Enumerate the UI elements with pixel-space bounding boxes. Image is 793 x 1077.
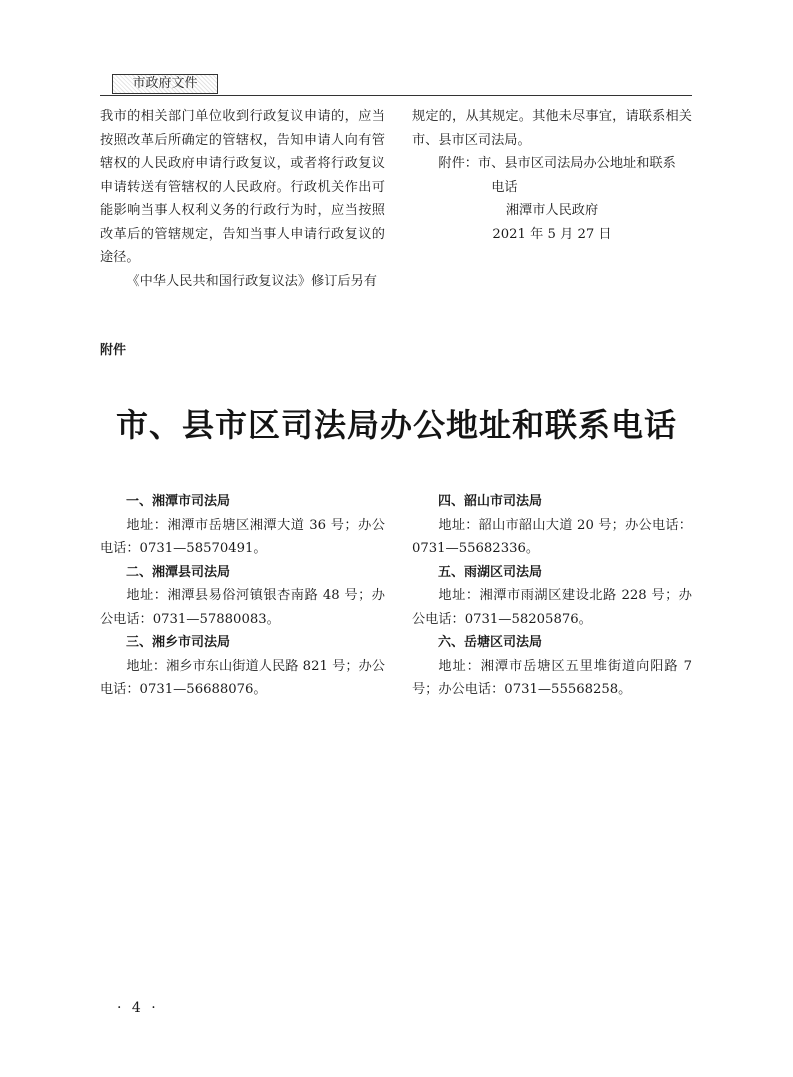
page-number: · 4 · (117, 1000, 159, 1016)
left-column-text (100, 105, 385, 293)
section-header-tag: 市政府文件 (112, 74, 218, 94)
paragraph-law-revision: 《中华人民共和国行政复议法》修订后另有 (126, 273, 377, 289)
office-name-xiangtan-city: 一、湘潭市司法局 (126, 494, 231, 509)
office-address-yuetang: 地址：湘潭市岳塘区五里堆街道向阳路 7 号；办公电话：0731—55568258。 (412, 658, 692, 697)
office-address-xiangxiang: 地址：湘乡市东山街道人民路 821 号；办公电话：0731—56688076。 (100, 658, 385, 697)
office-address-yuhu: 地址：湘潭市雨湖区建设北路 228 号；办公电话：0731—58205876。 (412, 588, 692, 627)
header-divider (100, 95, 692, 96)
signature-org: 湘潭市人民政府 (505, 203, 599, 218)
office-name-yuhu: 五、雨湖区司法局 (438, 564, 543, 580)
office-name-shaoshan: 四、韶山市司法局 (438, 494, 543, 509)
office-address-xiangtan-county: 地址：湘潭县易俗河镇银杏南路 48 号；办公电话：0731—57880083。 (100, 588, 385, 627)
offices-left-column (100, 490, 385, 702)
attachment-label: 附件 (100, 343, 127, 358)
office-name-xiangtan-county: 二、湘潭县司法局 (126, 564, 231, 580)
signature-date: 2021 年 5 月 27 日 (492, 226, 612, 242)
paragraph-other-matters: 规定的，从其规定。其他未尽事宜，请联系相关市、县市区司法局。 (412, 109, 692, 148)
office-address-shaoshan: 地址：韶山市韶山大道 20 号；办公电话：0731—55682336。 (412, 517, 692, 556)
attachment-title: 市、县市区司法局办公地址和联系电话 (115, 406, 677, 444)
office-name-yuetang: 六、岳塘区司法局 (438, 635, 543, 650)
paragraph-jurisdiction: 我市的相关部门单位收到行政复议申请的，应当按照改革后所确定的管辖权，告知申请人向有管辖权的人民政府申请行政复议，或者将行政复议申请转送有管辖权的人民政府。行政机关作出可能影响当事人权利义务的行政行为时，应当按照改革后的管辖规定，告知当事人申请行政复议的途径。 (100, 109, 385, 265)
office-address-xiangtan-city: 地址：湘潭市岳塘区湘潭大道 36 号；办公电话：0731—58570491。 (100, 517, 385, 556)
attachment-note (412, 152, 692, 199)
right-column-text (412, 105, 692, 246)
attachment-note-line2: 电话 (491, 179, 518, 195)
attachment-note-line1: 附件：市、县市区司法局办公地址和联系 (438, 156, 676, 171)
office-name-xiangxiang: 三、湘乡市司法局 (126, 635, 231, 650)
offices-right-column (412, 490, 692, 702)
